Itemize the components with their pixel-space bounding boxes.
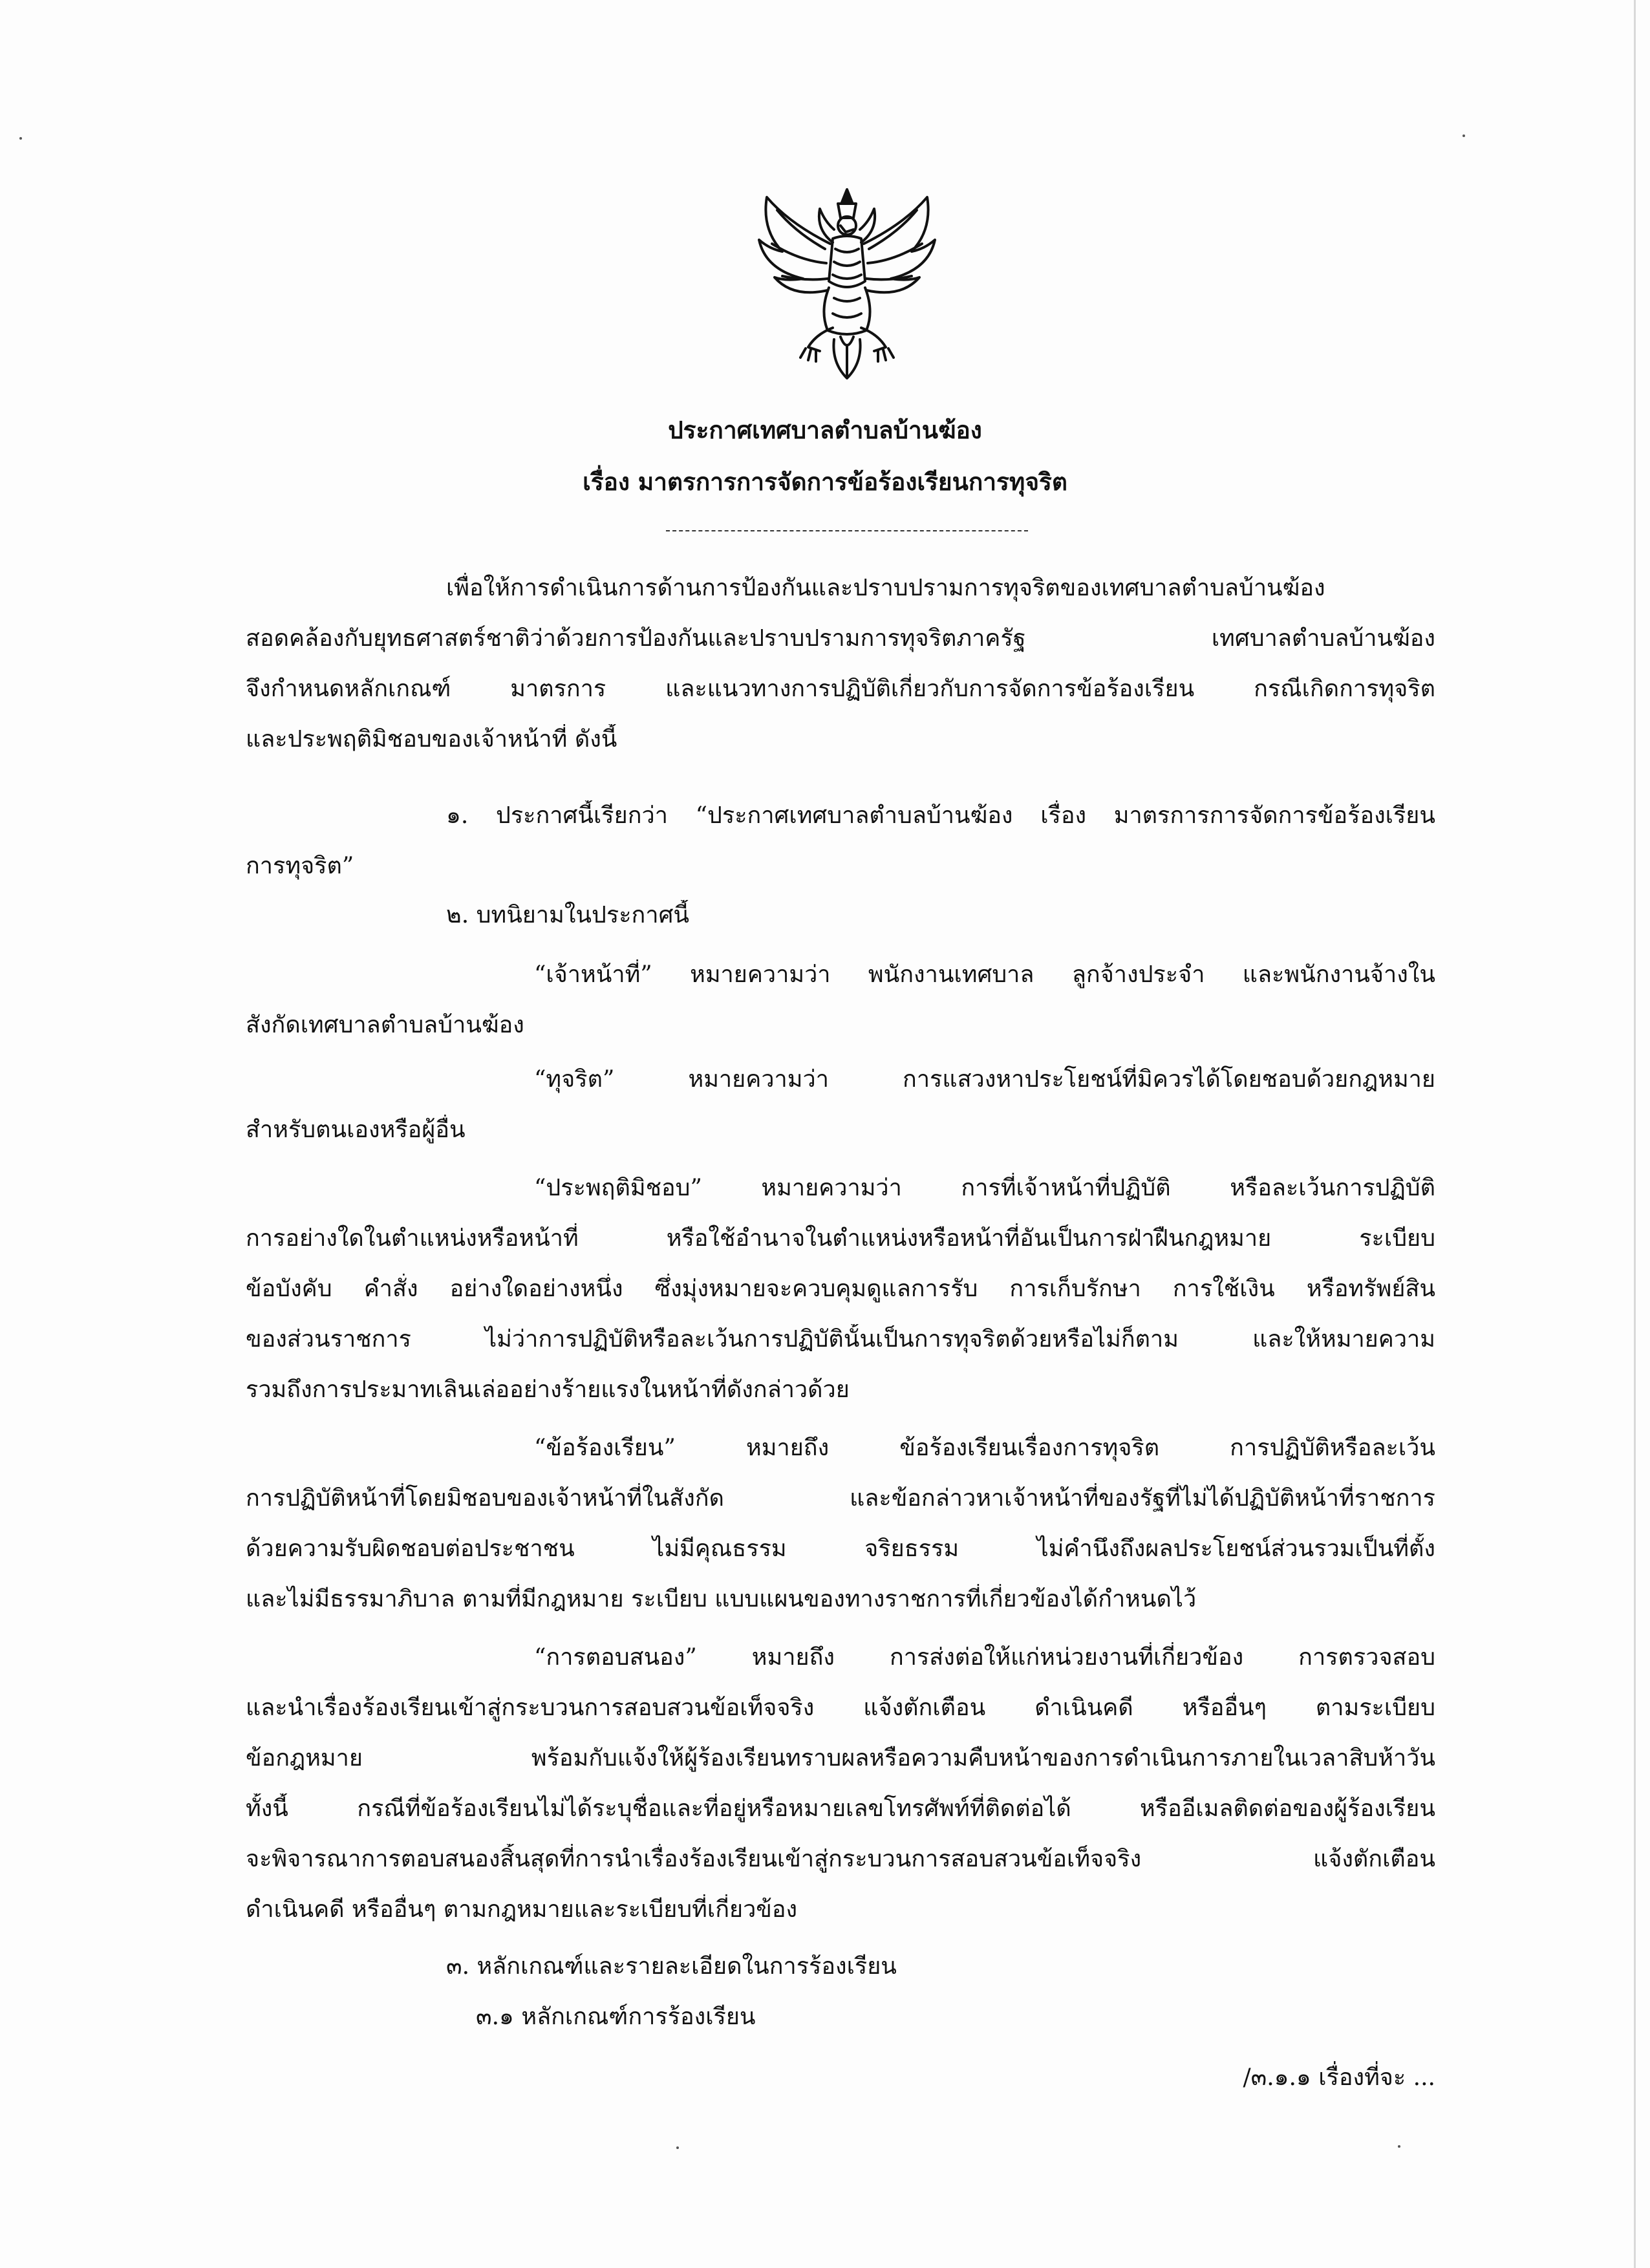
scan-speck <box>19 137 22 140</box>
definition-response-line: ข้อกฎหมาย พร้อมกับแจ้งให้ผู้ร้องเรียนทราบผลหรือความคืบหน้าของการดำเนินการภายในเวลาสิบห้าวัน <box>246 1745 1435 1771</box>
definition-misconduct-line: รวมถึงการประมาทเลินเล่ออย่างร้ายแรงในหน้าที่ดังกล่าวด้วย <box>246 1376 850 1403</box>
announcement-title: ประกาศเทศบาลตำบลบ้านฆ้อง <box>668 416 982 444</box>
clause-1-line: การทุจริต” <box>246 853 354 879</box>
definition-corruption-line: สำหรับตนเองหรือผู้อื่น <box>246 1117 466 1143</box>
definition-complaint-line: การปฏิบัติหน้าที่โดยมิชอบของเจ้าหน้าที่ในสังกัด และข้อกล่าวหาเจ้าหน้าที่ของรัฐที่ไม่ได้ปฏิบัติหน้าที่ราชการ <box>246 1485 1435 1512</box>
definition-misconduct-line: “ประพฤติมิชอบ” หมายความว่า การที่เจ้าหน้าที่ปฏิบัติ หรือละเว้นการปฏิบัติ <box>534 1175 1435 1201</box>
clause-1-line: ๑. ประกาศนี้เรียกว่า “ประกาศเทศบาลตำบลบ้านฆ้อง เรื่อง มาตรการการจัดการข้อร้องเรียน <box>446 802 1435 829</box>
clause-2-heading: ๒. บทนิยามในประกาศนี้ <box>446 902 690 928</box>
page-edge <box>1634 0 1636 2268</box>
scan-speck <box>1462 134 1465 137</box>
scan-speck <box>1398 2145 1400 2148</box>
scan-speck <box>676 2146 679 2149</box>
definition-misconduct-line: ข้อบังคับ คำสั่ง อย่างใดอย่างหนึ่ง ซึ่งมุ่งหมายจะควบคุมดูแลการรับ การเก็บรักษา การใช้เงิน หรือทรัพย์สิน <box>246 1276 1435 1302</box>
definition-complaint-line: ด้วยความรับผิดชอบต่อประชาชน ไม่มีคุณธรรม จริยธรรม ไม่คำนึงถึงผลประโยชน์ส่วนรวมเป็นที่ตั้ง <box>246 1535 1435 1562</box>
definition-response-line: ดำเนินคดี หรืออื่นๆ ตามกฎหมายและระเบียบที่เกี่ยวข้อง <box>246 1896 798 1923</box>
title-divider <box>666 530 1028 531</box>
definition-complaint-line: “ข้อร้องเรียน” หมายถึง ข้อร้องเรียนเรื่องการทุจริต การปฏิบัติหรือละเว้น <box>534 1435 1435 1461</box>
preamble-line: และประพฤติมิชอบของเจ้าหน้าที่ ดังนี้ <box>246 726 617 753</box>
definition-complaint-line: และไม่มีธรรมาภิบาล ตามที่มีกฎหมาย ระเบียบ แบบแผนของทางราชการที่เกี่ยวข้องได้กำหนดไว้ <box>246 1586 1197 1612</box>
definition-officer-line: “เจ้าหน้าที่” หมายความว่า พนักงานเทศบาล ลูกจ้างประจำ และพนักงานจ้างใน <box>534 961 1435 988</box>
definition-misconduct-line: ของส่วนราชการ ไม่ว่าการปฏิบัติหรือละเว้นการปฏิบัตินั้นเป็นการทุจริตด้วยหรือไม่ก็ตาม และให้หมายความ <box>246 1326 1435 1353</box>
definition-corruption-line: “ทุจริต” หมายความว่า การแสวงหาประโยชน์ที่มิควรได้โดยชอบด้วยกฎหมาย <box>534 1066 1435 1093</box>
definition-response-line: และนำเรื่องร้องเรียนเข้าสู่กระบวนการสอบสวนข้อเท็จจริง แจ้งตักเตือน ดำเนินคดี หรืออื่นๆ ตามระเบียบ <box>246 1695 1435 1721</box>
definition-response-line: “การตอบสนอง” หมายถึง การส่งต่อให้แก่หน่วยงานที่เกี่ยวข้อง การตรวจสอบ <box>534 1644 1435 1671</box>
garuda-emblem-icon <box>744 184 950 391</box>
clause-3-heading: ๓. หลักเกณฑ์และรายละเอียดในการร้องเรียน <box>446 1953 897 1980</box>
definition-misconduct-line: การอย่างใดในตำแหน่งหรือหน้าที่ หรือใช้อำนาจในตำแหน่งหรือหน้าที่อันเป็นการฝ่าฝืนกฎหมาย ระเบียบ <box>246 1225 1435 1252</box>
definition-response-line: จะพิจารณาการตอบสนองสิ้นสุดที่การนำเรื่องร้องเรียนเข้าสู่กระบวนการสอบสวนข้อเท็จจริง แจ้งตักเตือน <box>246 1846 1435 1872</box>
continuation-note: /๓.๑.๑ เรื่องที่จะ ... <box>1243 2064 1435 2091</box>
clause-3-1-heading: ๓.๑ หลักเกณฑ์การร้องเรียน <box>476 2004 756 2030</box>
announcement-subject: เรื่อง มาตรการการจัดการข้อร้องเรียนการทุจริต <box>583 467 1067 496</box>
definition-officer-line: สังกัดเทศบาลตำบลบ้านฆ้อง <box>246 1012 524 1038</box>
preamble-line: จึงกำหนดหลักเกณฑ์ มาตรการ และแนวทางการปฏิบัติเกี่ยวกับการจัดการข้อร้องเรียน กรณีเกิดการทุจริต <box>246 676 1435 702</box>
preamble-line: สอดคล้องกับยุทธศาสตร์ชาติว่าด้วยการป้องกันและปราบปรามการทุจริตภาครัฐ เทศบาลตำบลบ้านฆ้อง <box>246 625 1435 652</box>
preamble-line: เพื่อให้การดำเนินการด้านการป้องกันและปราบปรามการทุจริตของเทศบาลตำบลบ้านฆ้อง <box>446 575 1325 601</box>
definition-response-line: ทั้งนี้ กรณีที่ข้อร้องเรียนไม่ได้ระบุชื่อและที่อยู่หรือหมายเลขโทรศัพท์ที่ติดต่อได้ หรืออีเมลติดต่อของผู้ร้องเรียน <box>246 1795 1435 1822</box>
